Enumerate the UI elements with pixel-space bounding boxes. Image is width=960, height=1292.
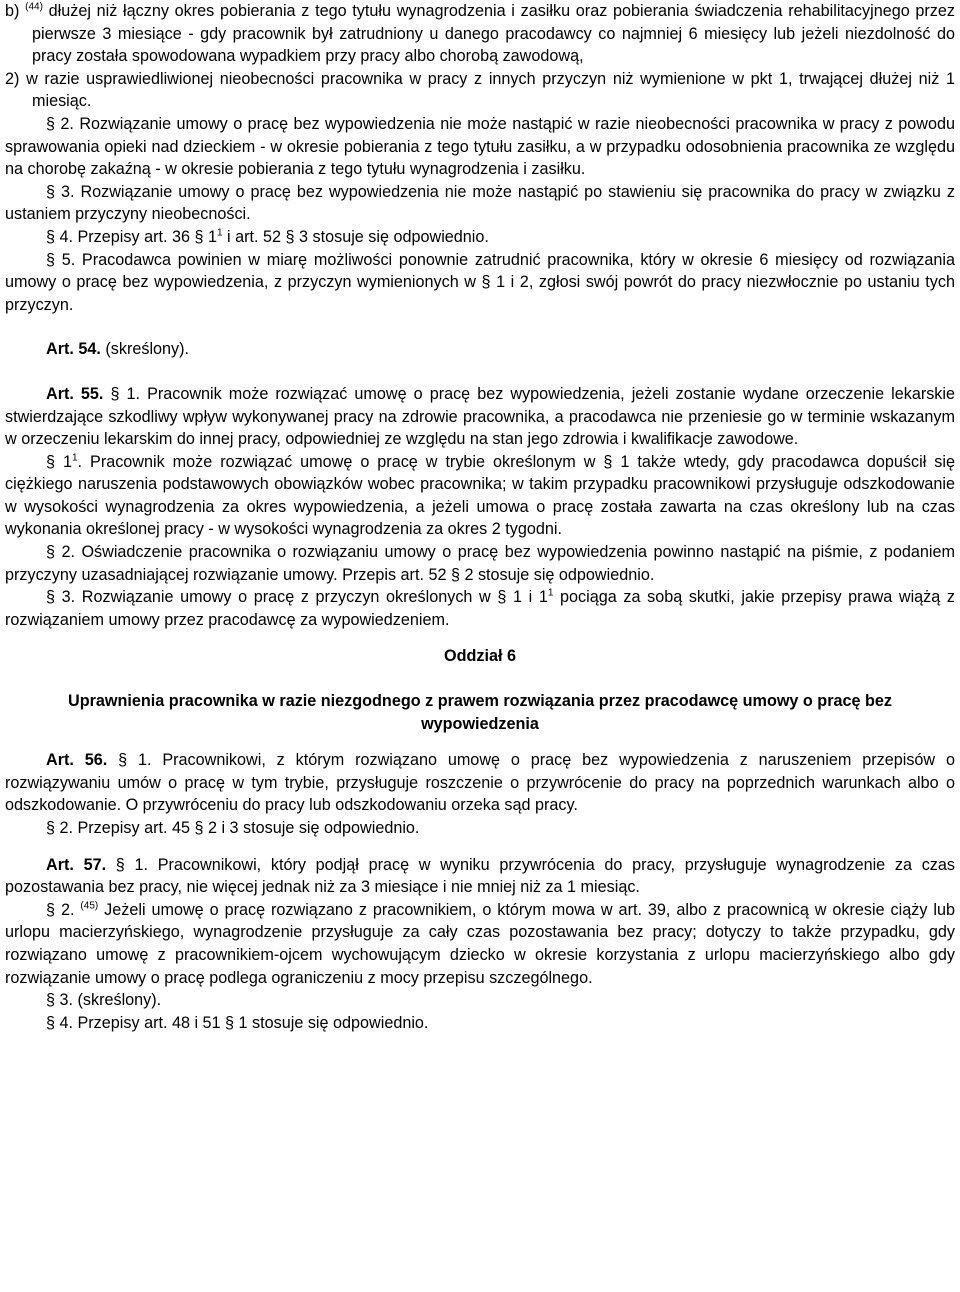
footnote-44: (44): [25, 1, 43, 13]
art54-text: (skreślony).: [100, 340, 190, 359]
item-b-label: b): [5, 2, 20, 20]
art53-par5: § 5. Pracodawca powinien w miarę możliwości ponownie zatrudnić pracownika, który w okresie 6 miesięcy od rozwiązania umowy o pracę bez wypowiedzenia, z przyczyn wymienionych w § 1 i 2, zgłosi swój powrót do pracy niezwłocznie po ustaniu tych przyczyn.: [5, 250, 955, 314]
art54-label: Art. 54.: [46, 340, 101, 359]
art55-par3-sup: 1: [547, 587, 554, 599]
section-subtitle: Uprawnienia pracownika w razie niezgodnego z prawem rozwiązania przez pracodawcę umowy o pracę bez wypowiedzenia: [68, 692, 892, 733]
section-title: Oddział 6: [444, 647, 516, 666]
art55-par1-1-num: § 1: [46, 452, 72, 471]
art54: [5, 338, 955, 361]
item-b-text: dłużej niż łączny okres pobierania z tego tytułu wynagrodzenia i zasiłku oraz pobierania świadczenia rehabilitacyjnego przez pierwsze 3 miesiące - gdy pracownik był zatrudniony u danego pracodawcy co najmniej 6 miesięcy lub jeżeli niezdolność do pracy została spowodowana wypadkiem przy pracy albo chorobą zawodową,: [32, 2, 956, 66]
art55-par1-text: § 1. Pracownik może rozwiązać umowę o pracę bez wypowiedzenia, jeżeli zostanie wydane orzeczenie lekarskie stwierdzające szkodliwy wpływ wykonywanej pracy na zdrowie pracownika, a pracodawca nie przeniesie go w terminie wskazanym w orzeczeniu lekarskim do innej pracy, odpowiedniej ze względu na stan jego zdrowia i kwalifikacje zawodowe.: [5, 384, 955, 449]
spacer: [5, 316, 955, 338]
item-b: [5, 0, 955, 68]
art57-par2: [5, 899, 955, 989]
art57-par4: § 4. Przepisy art. 48 i 51 § 1 stosuje się odpowiednio.: [46, 1013, 429, 1032]
art53-par2: § 2. Rozwiązanie umowy o pracę bez wypowiedzenia nie może nastąpić w razie nieobecności pracownika w pracy z powodu sprawowania opieki nad dzieckiem - w okresie pobierania z tego tytułu zasiłku, a w przypadku odosobnienia pracownika ze względu na chorobę zakaźną - w okresie pobierania z tego tytułu wynagrodzenia i zasiłku.: [5, 114, 955, 179]
art55-par1-1: [5, 451, 955, 541]
art55-par1-1-sup: 1: [71, 452, 78, 464]
spacer: [5, 668, 955, 690]
art53-par4-text-a: § 4. Przepisy art. 36 § 1: [46, 227, 217, 246]
art56-par1-text: § 1. Pracownikowi, z którym rozwiązano umowę o pracę bez wypowiedzenia z naruszeniem przepisów o rozwiązywaniu umów o pracę w tym trybie, przysługuje roszczenie o przywrócenie do pracy na poprzednich warunkach albo o odszkodowanie. O przywróceniu do pracy lub odszkodowaniu orzeka sąd pracy.: [5, 751, 955, 815]
spacer: [5, 840, 955, 854]
art53-par4-sup: 1: [216, 227, 223, 239]
spacer: [5, 735, 955, 749]
art53-par4-text-b: i art. 52 § 3 stosuje się odpowiednio.: [222, 227, 489, 246]
art55-par3-text-a: § 3. Rozwiązanie umowy o pracę z przyczyn określonych w § 1 i 1: [46, 588, 548, 607]
art53-par4: [5, 226, 955, 249]
art53-par3: § 3. Rozwiązanie umowy o pracę bez wypowiedzenia nie może nastąpić po stawieniu się pracownika do pracy w związku z ustaniem przyczyny nieobecności.: [5, 182, 955, 224]
art57-par3: § 3. (skreślony).: [46, 991, 162, 1010]
item-2: 2) w razie usprawiedliwionej nieobecności pracownika w pracy z innych przyczyn niż wymienione w pkt 1, trwającej dłużej niż 1 miesiąc.: [5, 69, 955, 111]
spacer: [5, 361, 955, 383]
art55-par2: § 2. Oświadczenie pracownika o rozwiązaniu umowy o pracę bez wypowiedzenia powinno nastąpić na piśmie, z podaniem przyczyny uzasadniającej rozwiązanie umowy. Przepis art. 52 § 2 stosuje się odpowiednio.: [5, 543, 955, 584]
art57-par1-text: § 1. Pracownikowi, który podjął pracę w wyniku przywrócenia do pracy, przysługuje wynagrodzenie za czas pozostawania bez pracy, nie więcej jednak niż za 3 miesiące i nie mniej niż za 1 miesiąc.: [5, 855, 955, 897]
art57-par1: [5, 854, 955, 899]
art55-par1-1-text: . Pracownik może rozwiązać umowę o pracę w trybie określonym w § 1 także wtedy, gdy pracodawca dopuścił się ciężkiego naruszenia podstawowych obowiązków wobec pracownika; w takim przypadku pracownikowi przysługuje odszkodowanie w wysokości wynagrodzenia za okres wypowiedzenia, a jeżeli umowa o pracę została zawarta na czas określony lub na czas wykonania określonej pracy - w wysokości wynagrodzenia za okres 2 tygodni.: [5, 452, 955, 539]
art56-label: Art. 56.: [46, 751, 108, 770]
art56-par2: § 2. Przepisy art. 45 § 2 i 3 stosuje się odpowiednio.: [46, 819, 420, 837]
art57-par2-text: Jeżeli umowę o pracę rozwiązano z pracownikiem, o którym mowa w art. 39, albo z pracownicą w okresie ciąży lub urlopu macierzyńskiego, wynagrodzenie przysługuje za cały czas pozostawania bez pracy; dotyczy to także przypadku, gdy rozwiązano umowę z pracownikiem-ojcem wychowującym dziecko w okresie korzystania z urlopu macierzyńskiego albo gdy rozwiązanie umowy o pracę podlega ograniczeniu z mocy przepisu szczególnego.: [5, 900, 955, 987]
art57-par2-num: § 2.: [46, 900, 75, 919]
art55-par3-text-b: pociąga za sobą skutki, jakie przepisy prawa wiążą z rozwiązaniem umowy przez pracodawcę za wypowiedzeniem.: [5, 588, 956, 629]
art55-label: Art. 55.: [46, 384, 104, 403]
art55-par1: [5, 383, 955, 451]
footnote-45: (45): [80, 900, 99, 912]
art57-label: Art. 57.: [46, 855, 107, 874]
art56-par1: [5, 749, 955, 817]
art55-par3: [5, 586, 955, 631]
section-heading: [5, 645, 955, 735]
